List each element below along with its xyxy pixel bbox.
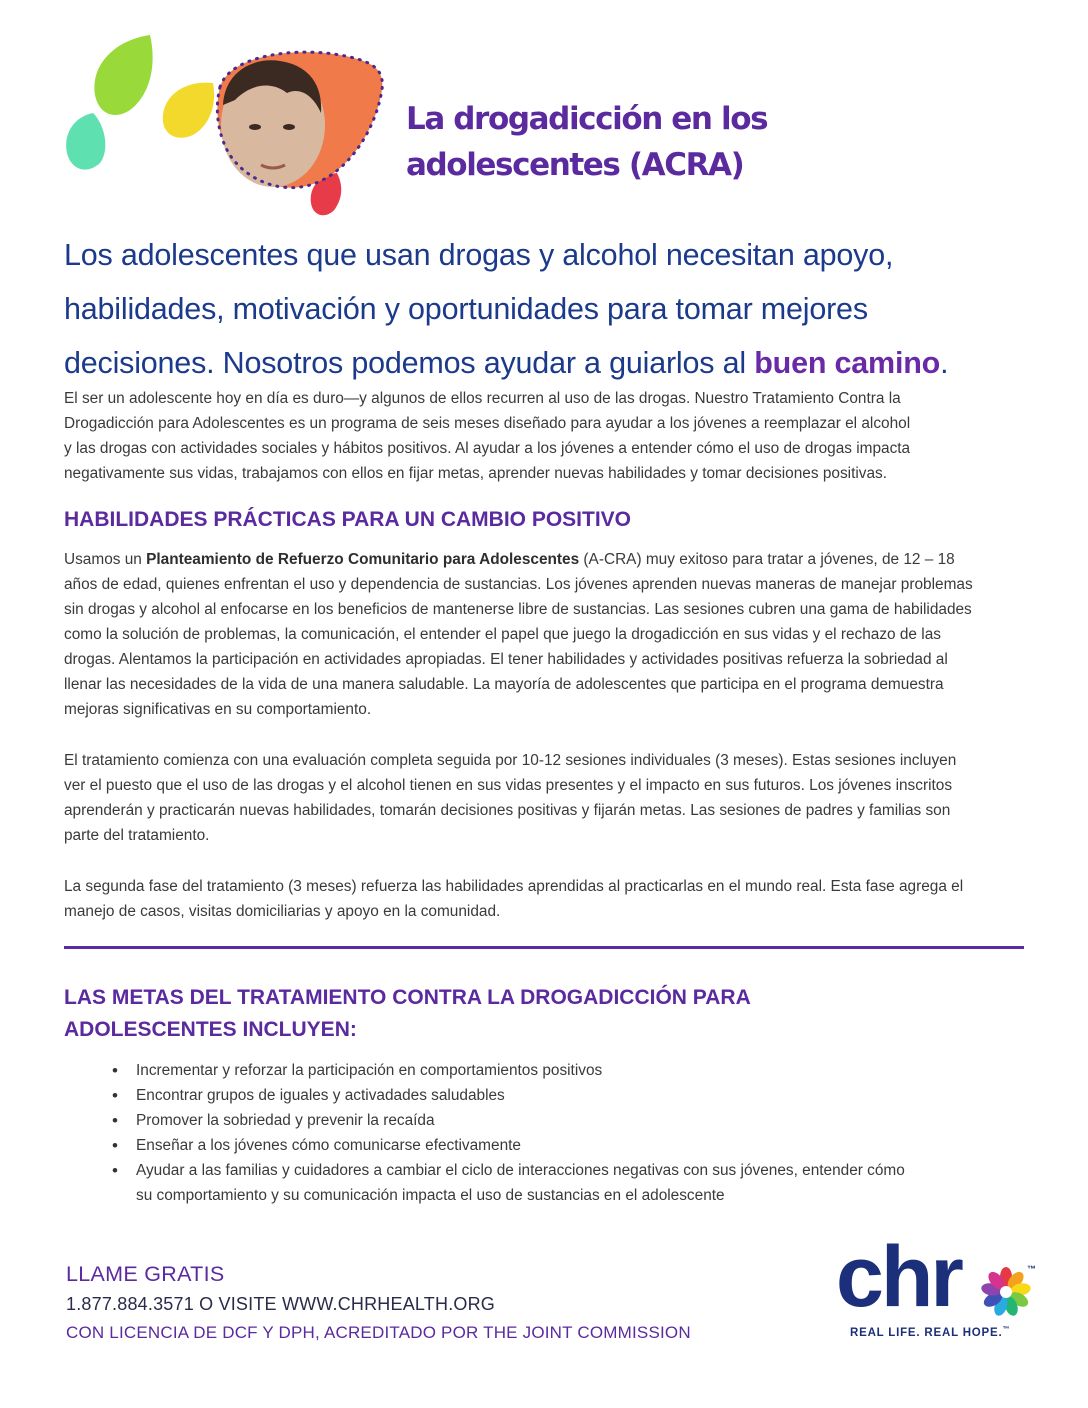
title-line: adolescentes (ACRA) (406, 147, 744, 183)
tagline-text: REAL LIFE. REAL HOPE. (850, 1326, 1003, 1339)
paragraph-line: drogas. Alentamos la participación en actividades apropiadas. El tener habilidades y actividades positivas refuerza la sobriedad al (64, 651, 948, 668)
yellow-leaf-icon (163, 83, 214, 138)
lead-line (64, 336, 1054, 390)
section-divider (64, 946, 1024, 949)
paragraph-line: El tratamiento comienza con una evaluación completa seguida por 10-12 sesiones individuales (3 meses). Estas sesiones incluyen (64, 752, 957, 769)
paragraph-line: manejo de casos, visitas domiciliarias y apoyo en la comunidad. (64, 903, 501, 920)
lead-statement (64, 228, 1054, 390)
heading-line: HABILIDADES PRÁCTICAS PARA UN CAMBIO POSITIVO (64, 508, 632, 531)
heading-line: ADOLESCENTES INCLUYEN: (64, 1018, 357, 1041)
chr-logo-wordmark: chr (836, 1229, 961, 1325)
paragraph-line: llenar las necesidades de la vida de una manera saludable. La mayoría de adolescentes que participa en el programa demuestra (64, 676, 944, 693)
contact-info[interactable]: 1.877.884.3571 O VISITE WWW.CHRHEALTH.ORG (66, 1294, 495, 1314)
list-item: • Promover la sobriedad y prevenir la recaída (108, 1108, 905, 1133)
lead-line-text: decisiones. Nosotros podemos ayudar a guiarlos al (64, 346, 755, 380)
skills-paragraph-2 (64, 748, 956, 848)
paragraph-line: sin drogas y alcohol al enfocarse en los beneficios de mantenerse libre de sustancias. Las sesiones cubren una gama de habilidades (64, 601, 972, 618)
trademark-mark: ™ (1027, 1264, 1036, 1274)
header-decoration (55, 25, 395, 220)
intro-paragraph (64, 386, 910, 486)
lead-line-end: . (940, 346, 949, 380)
paragraph-line: El ser un adolescente hoy en día es duro—y algunos de ellos recurren al uso de las drogas. Nuestro Tratamiento Contra la (64, 390, 901, 407)
skills-paragraph-1 (64, 547, 973, 722)
goals-list (108, 1058, 905, 1208)
section-heading-skills (64, 508, 631, 532)
tagline-trademark: ™ (1002, 1326, 1011, 1333)
lead-highlight: buen camino (754, 346, 941, 380)
paragraph-line (64, 547, 973, 572)
list-item (108, 1158, 905, 1208)
paragraph-line: como la solución de problemas, la comunicación, el entender el papel que juego la drogadicción en sus vidas y el rechazo de las (64, 626, 941, 643)
list-item: • Enseñar a los jóvenes cómo comunicarse efectivamente (108, 1133, 905, 1158)
paragraph-line: Drogadicción para Adolescentes es un programa de seis meses diseñado para ayudar a los jóvenes a reemplazar el alcohol (64, 415, 911, 432)
teen-portrait-icon (217, 52, 382, 188)
paragraph-line: mejoras significativas en su comportamiento. (64, 701, 372, 718)
program-name: Planteamiento de Refuerzo Comunitario para Adolescentes (146, 551, 580, 568)
paragraph-line: aprenderán y practicarán nuevas habilidades, tomarán decisiones positivas y fijarán metas. Las sesiones de padres y familias son (64, 802, 951, 819)
teal-leaf-icon (66, 113, 105, 170)
list-item: • Incrementar y reforzar la participación en comportamientos positivos (108, 1058, 905, 1083)
heading-line: LAS METAS DEL TRATAMIENTO CONTRA LA DROGADICCIÓN PARA (64, 986, 751, 1009)
paragraph-line: ver el puesto que el uso de las drogas y el alcohol tienen en sus vidas presentes y el impacto en sus futuros. Los jóvenes inscritos (64, 777, 953, 794)
skills-paragraph-3 (64, 874, 963, 924)
section-heading-goals (64, 982, 751, 1046)
title-line: La drogadicción en los (406, 101, 768, 137)
paragraph-line: y las drogas con actividades sociales y hábitos positivos. Al ayudar a los jóvenes a entender cómo el uso de drogas impacta (64, 440, 911, 457)
page-title (406, 96, 866, 188)
paragraph-text: Usamos un (64, 551, 147, 568)
paragraph-line: La segunda fase del tratamiento (3 meses) refuerza las habilidades aprendidas al practicarlas en el mundo real. Esta fase agrega el (64, 878, 964, 895)
lead-line: Los adolescentes que usan drogas y alcohol necesitan apoyo, (64, 238, 894, 272)
lead-line: habilidades, motivación y oportunidades para tomar mejores (64, 292, 868, 326)
paragraph-text: (A-CRA) muy exitoso para tratar a jóvenes, de 12 – 18 (579, 551, 955, 568)
paragraph-line: parte del tratamiento. (64, 827, 210, 844)
call-label: LLAME GRATIS (66, 1262, 225, 1286)
license-info: CON LICENCIA DE DCF Y DPH, ACREDITADO POR THE JOINT COMMISSION (66, 1323, 691, 1342)
green-leaf-icon (94, 35, 152, 115)
list-item-line: • Ayudar a las familias y cuidadores a cambiar el ciclo de interacciones negativas con sus jóvenes, entender cómo (136, 1162, 905, 1179)
flower-center (1000, 1286, 1012, 1298)
paragraph-line: años de edad, quienes enfrentan el uso y dependencia de sustancias. Los jóvenes aprenden nuevas maneras de manejar problemas (64, 576, 973, 593)
list-item: • Encontrar grupos de iguales y activadades saludables (108, 1083, 905, 1108)
logo-tagline (850, 1326, 1010, 1339)
list-item-line: su comportamiento y su comunicación impacta el uso de sustancias en el adolescente (136, 1187, 725, 1204)
paragraph-line: negativamente sus vidas, trabajamos con ellos en fijar metas, aprender nuevas habilidades y tomar decisiones positivas. (64, 465, 887, 482)
